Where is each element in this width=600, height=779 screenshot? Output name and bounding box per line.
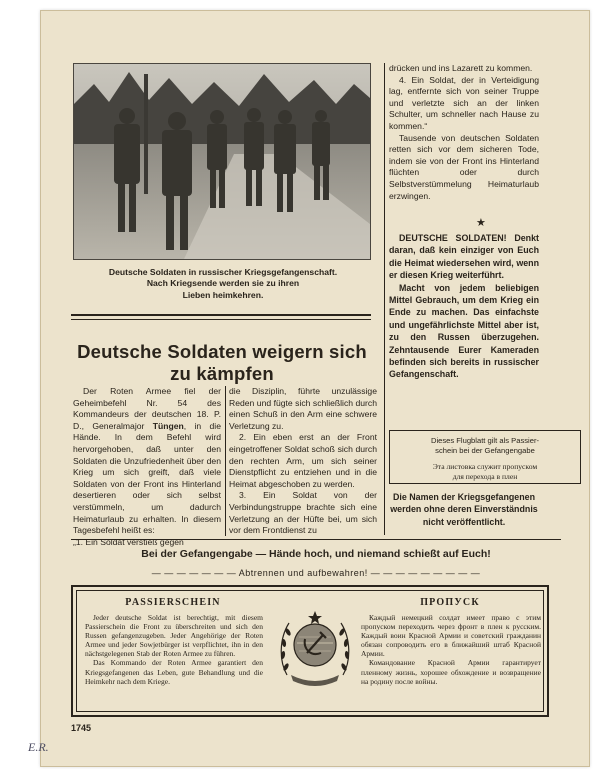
soviet-emblem-icon xyxy=(277,605,353,689)
headline-top-rule-thin xyxy=(71,319,371,320)
notice-ru-line-2: для перехода в плен xyxy=(452,472,518,481)
notice-de-line-2: schein bei der Gefangengabe xyxy=(435,446,535,455)
column-divider xyxy=(225,386,226,536)
passierschein-inner-frame xyxy=(76,590,544,712)
slogan: Bei der Gefangengabe — Hände hoch, und niemand schießt auf Euch! xyxy=(141,548,491,560)
notice-ru-line-1: Эта листовка служит пропуском xyxy=(432,462,538,471)
pass-ru-paragraph: Каждый немецкий солдат имеет право с этим пропуском переходить через фронт в плен к русским. Каждый воин Красной Армии и советский гражданин обязан сопроводить его в ближайший штаб Красной Армии. xyxy=(361,613,541,659)
right-column-divider xyxy=(384,63,385,535)
names-note: Die Namen der Kriegsgefangenen werden ohne deren Einverständnis nicht veröffentlicht. xyxy=(390,492,538,527)
article-paragraph: die Disziplin, führte unzulässige Reden und fügte sich schließlich durch einen Schuß in den Arm eine schwere Verletzung zu. xyxy=(229,386,377,431)
hammer-sickle-icon xyxy=(277,605,353,689)
article-paragraph: 4. Ein Soldat, der in Verteidigung lag, entfernte sich von seiner Truppe und verletzte sich an der linken Schulter, um schneller nach Hause zu kommen.“ xyxy=(389,74,539,131)
appeal-paragraph: Macht von jedem beliebigen Mittel Gebrauch, um dem Krieg ein Ende zu machen. Das einfachste und ungefährlichste Mittel aber ist, zu den Russen überzugehen. Zehntausende Eurer Kameraden befinden sich bereits in russischer Gefangenschaft. xyxy=(389,282,539,380)
print-number: 1745 xyxy=(71,723,92,733)
ink-mark: E.R. xyxy=(28,740,49,754)
pow-photo-image xyxy=(74,64,370,259)
slogan-top-rule xyxy=(71,539,561,540)
appeal-text xyxy=(389,232,539,381)
passierschein-title-de: PASSIERSCHEIN xyxy=(125,597,221,608)
pass-de-paragraph: Jeder deutsche Soldat ist berechtigt, mit diesem Passierschein die Front zu überschreiten und sich den Russen gefangenzugeben. Jeder Angehörige der Roten Armee und jeder Sowjetbürger ist verpflichtet, ihn in den nächstgelegenen Stab der Roten Armee zu führen. xyxy=(85,613,263,659)
general-name: Tüngen xyxy=(152,420,184,431)
passierschein-text-ru xyxy=(361,613,541,686)
caption-line-3: Lieben heimkehren. xyxy=(182,289,264,300)
headline-line-1: Deutsche Soldaten weigern sich xyxy=(77,341,367,362)
article-paragraph: Der Roten Armee fiel der Geheimbefehl Nr. 54 des Kommandeurs der deutschen 18. P. D., Generalmajor Tüngen, in die Hände. In dem Befehl wird hervorgehoben, daß unter den Soldaten die Unzufriedenheit über den Krieg um sich greift, daß viele Soldaten von der Front ins Hinterland desertieren oder sich selbst verstümmeln, um dadurch Heimaturlaub zu erhalten. In diesem Tagesbefehl heißt es: xyxy=(73,386,221,536)
article-quote-start: „1. Ein Soldat verstieß gegen xyxy=(73,536,184,547)
headline-top-rule xyxy=(71,314,371,316)
passierschein xyxy=(71,585,549,717)
article-paragraph: drücken und ins Lazarett zu kommen. xyxy=(389,63,533,73)
article-column-1 xyxy=(73,386,221,548)
notice-de-line-1: Dieses Flugblatt gilt als Passier- xyxy=(430,436,540,445)
appeal-paragraph: DEUTSCHE SOLDATEN! Denkt daran, daß kein einziger von Euch die Heimat wiedersehen wird, wenn er diesen Krieg weiterführt. xyxy=(389,233,539,281)
passierschein-text-de xyxy=(85,613,263,686)
star-icon: ★ xyxy=(476,217,486,229)
pass-ru-paragraph: Командование Красной Армии гарантирует пленному жизнь, хорошее обхождение и возвращение на родину после войны. xyxy=(361,658,541,686)
leaflet-sheet xyxy=(40,10,590,767)
caption-line-2: Nach Kriegsende werden sie zu ihren xyxy=(146,278,300,289)
article-paragraph: 2. Ein eben erst an der Front eingetroffener Soldat schoß sich durch den rechten Arm, um sich seiner Dienstpflicht zu entziehen und in die Heimat abgeschoben zu werden. xyxy=(229,432,377,489)
pass-de-paragraph: Das Kommando der Roten Armee garantiert den Kriegsgefangenen das Leben, gute Behandlung und die Heimkehr nach dem Kriege. xyxy=(85,658,263,686)
article-column-3 xyxy=(389,63,539,202)
caption-line-1: Deutsche Soldaten in russischer Kriegsgefangenschaft. xyxy=(108,267,338,277)
headline xyxy=(75,341,369,385)
headline-line-2: zu kämpfen xyxy=(170,363,274,384)
cut-line: — — — — — — — Abtrennen und aufbewahren! — — — — — — — — — xyxy=(151,568,481,578)
passierschein-title-ru: ПРОПУСК xyxy=(420,597,480,608)
article-paragraph: 3. Ein Soldat von der Verbindungstruppe brachte sich eine Verletzung an der Hüfte bei, um sich vor dem Frontdienst zu xyxy=(229,490,377,536)
article-paragraph: Tausende von deutschen Soldaten retten sich vor dem sicheren Tode, indem sie von der Front ins Hinterland flüchten oder durch Selbstverstümmelung Heimaturlaub erzwingen. xyxy=(389,132,539,201)
passierschein-notice-box xyxy=(389,430,581,484)
article-column-2 xyxy=(229,386,377,537)
photo-caption xyxy=(75,267,371,301)
pow-photo xyxy=(73,63,371,260)
